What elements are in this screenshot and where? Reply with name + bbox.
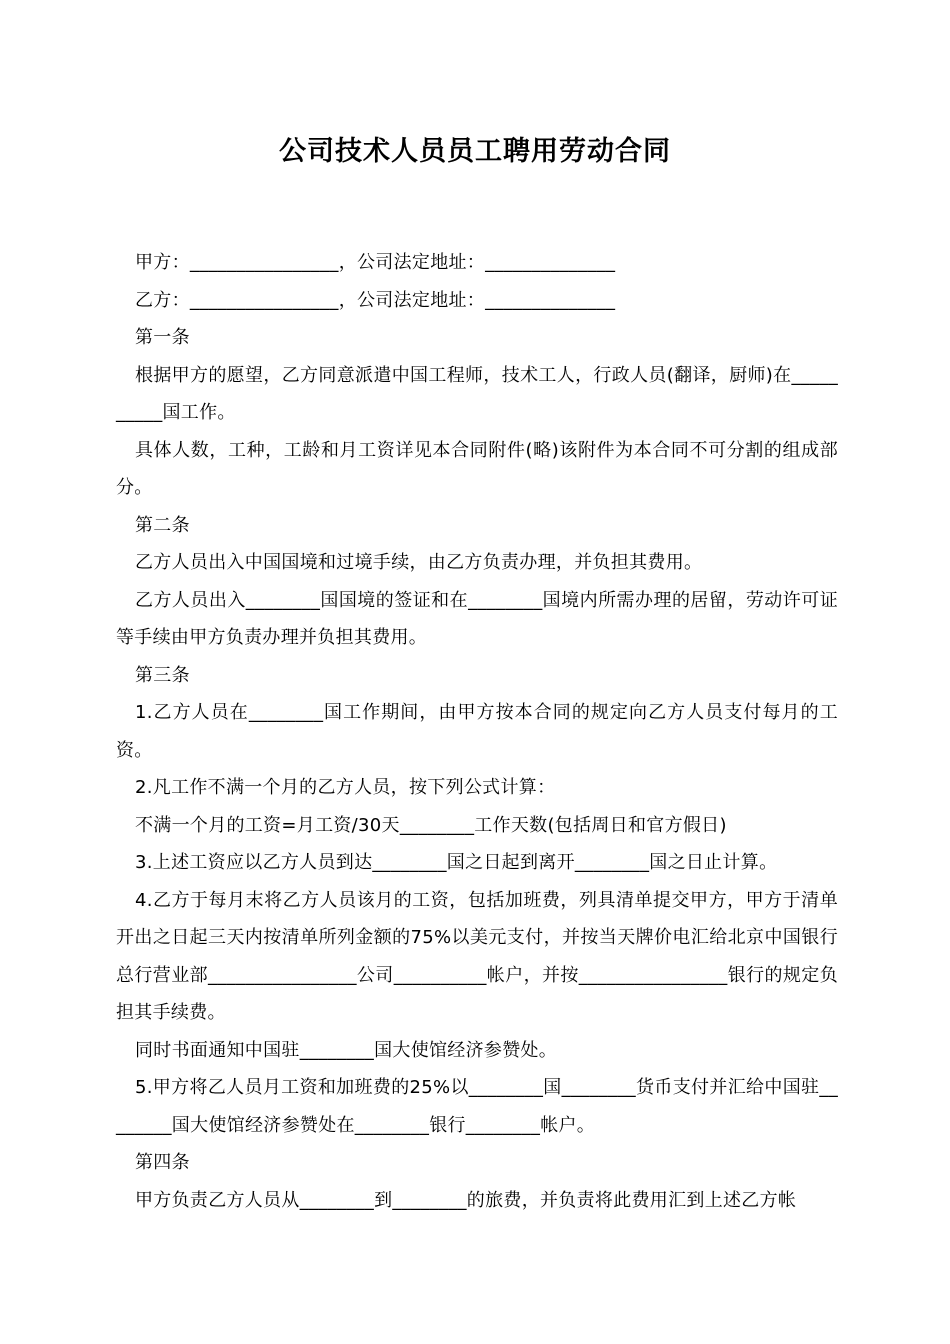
article-1-paragraph: 具体人数，工种，工龄和月工资详见本合同附件(略)该附件为本合同不可分割的组成部分。 — [116, 439, 838, 498]
document-title: 公司技术人员员工聘用劳动合同 — [279, 136, 671, 167]
article-3-heading: 第三条 — [135, 664, 190, 686]
article-4-heading: 第四条 — [135, 1152, 190, 1173]
article-1-heading: 第一条 — [135, 327, 190, 348]
article-3-clause: 1.乙方人员在________国工作期间，由甲方按本合同的规定向乙方人员支付每月的工资。 — [116, 702, 838, 761]
article-3-clause: 2.凡工作不满一个月的乙方人员，按下列公式计算： — [135, 777, 556, 798]
article-2-paragraph: 乙方人员出入中国国境和过境手续，由乙方负责办理，并负担其费用。 — [135, 552, 703, 573]
article-2-heading: 第二条 — [135, 514, 190, 536]
article-2-paragraph: 乙方人员出入________国国境的签证和在________国境内所需办理的居留，劳动许可证等手续由甲方负责办理并负担其费用。 — [116, 589, 838, 648]
article-3-formula: 不满一个月的工资=月工资/30天________工作天数(包括周日和官方假日) — [135, 814, 727, 836]
article-3-clause: 3.上述工资应以乙方人员到达________国之日起到离开________国之日止计算。 — [135, 852, 778, 873]
party-a-line: 甲方：________________，公司法定地址：______________ — [135, 252, 616, 273]
article-1-paragraph: 根据甲方的愿望，乙方同意派遣中国工程师，技术工人，行政人员(翻译，厨师)在__________国工作。 — [116, 364, 839, 423]
article-3-clause: 5.甲方将乙人员月工资和加班费的25%以________国________货币支付并汇给中国驻________国大使馆经济参赞处在________银行________帐户。 — [116, 1077, 838, 1136]
article-4-paragraph: 甲方负责乙方人员从________到________的旅费，并负责将此费用汇到上述乙方帐 — [135, 1189, 797, 1211]
document-body — [116, 244, 838, 1219]
article-3-paragraph: 同时书面通知中国驻________国大使馆经济参赞处。 — [135, 1039, 558, 1061]
party-b-line: 乙方：________________，公司法定地址：______________ — [135, 289, 616, 311]
article-3-clause: 4.乙方于每月末将乙方人员该月的工资，包括加班费，列具清单提交甲方，甲方于清单开出之日起三天内按清单所列金额的75%以美元支付，并按当天牌价电汇给北京中国银行总行营业部________________公司__________帐户，并按________________银行的规定负担其手续费。 — [116, 889, 838, 1023]
